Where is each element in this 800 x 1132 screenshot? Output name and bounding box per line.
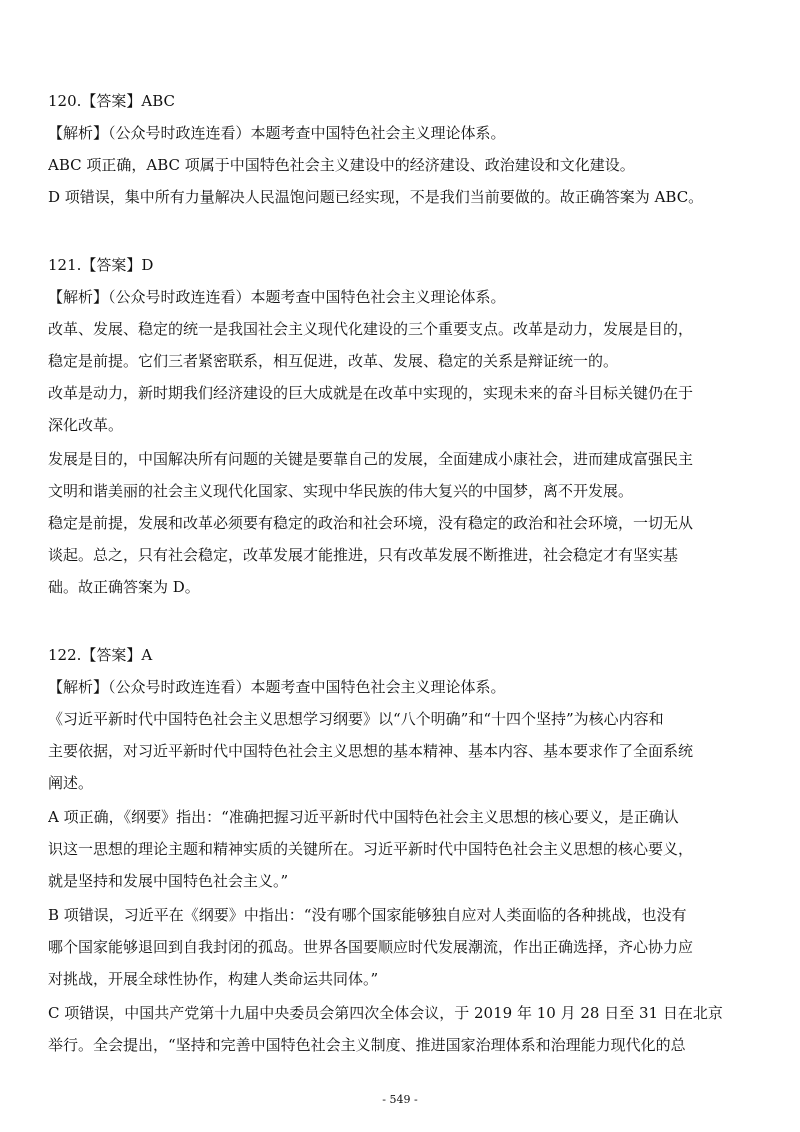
- paragraph-line: 【解析】（公众号时政连连看）本题考查中国特色社会主义理论体系。: [48, 288, 506, 306]
- paragraph-line: B 项错误，习近平在《纲要》中指出：“没有哪个国家能够独自应对人类面临的各种挑战，也没有: [48, 906, 687, 924]
- paragraph-line: 【解析】（公众号时政连连看）本题考查中国特色社会主义理论体系。: [48, 678, 506, 696]
- paragraph-line: 发展是目的，中国解决所有问题的关键是要靠自己的发展，全面建成小康社会，进而建成富强民主: [48, 450, 694, 468]
- paragraph-line: ABC 项正确，ABC 项属于中国特色社会主义建设中的经济建设、政治建设和文化建设。: [48, 156, 635, 174]
- paragraph-line: 主要依据，对习近平新时代中国特色社会主义思想的基本精神、基本内容、基本要求作了全面系统: [48, 742, 694, 760]
- paragraph-line: 改革是动力，新时期我们经济建设的巨大成就是在改革中实现的，实现未来的奋斗目标关键仍在于: [48, 384, 694, 402]
- paragraph-line: 举行。全会提出，“坚持和完善中国特色社会主义制度、推进国家治理体系和治理能力现代化的总: [48, 1036, 686, 1054]
- paragraph-line: 阐述。: [48, 774, 94, 792]
- paragraph-line: C 项错误，中国共产党第十九届中央委员会第四次全体会议，于 2019 年 10 月 28 日至 31 日在北京: [48, 1004, 723, 1022]
- paragraph-line: 谈起。总之，只有社会稳定，改革发展才能推进，只有改革发展不断推进，社会稳定才有坚实基: [48, 546, 679, 564]
- paragraph-line: D 项错误，集中所有力量解决人民温饱问题已经实现，不是我们当前要做的。故正确答案为 ABC。: [48, 188, 704, 206]
- paragraph-line: 识这一思想的理论主题和精神实质的关键所在。习近平新时代中国特色社会主义思想的核心要义，: [48, 840, 694, 858]
- paragraph-line: 【解析】（公众号时政连连看）本题考查中国特色社会主义理论体系。: [48, 124, 506, 142]
- paragraph-line: A 项正确，《纲要》指出：“准确把握习近平新时代中国特色社会主义思想的核心要义，是正确认: [48, 808, 679, 826]
- paragraph-line: 哪个国家能够退回到自我封闭的孤岛。世界各国要顺应时代发展潮流，作出正确选择，齐心协力应: [48, 938, 694, 956]
- paragraph-line: 础。故正确答案为 D。: [48, 578, 200, 596]
- paragraph-line: 改革、发展、稳定的统一是我国社会主义现代化建设的三个重要支点。改革是动力，发展是目的，: [48, 320, 694, 338]
- paragraph-line: 对挑战，开展全球性协作，构建人类命运共同体。”: [48, 970, 379, 988]
- paragraph-line: 就是坚持和发展中国特色社会主义。”: [48, 872, 289, 890]
- paragraph-line: 《习近平新时代中国特色社会主义思想学习纲要》以“八个明确”和“十四个坚持”为核心内容和: [48, 710, 664, 728]
- paragraph-line: 稳定是前提，发展和改革必须要有稳定的政治和社会环境，没有稳定的政治和社会环境，一切无从: [48, 514, 694, 532]
- paragraph-line: 文明和谐美丽的社会主义现代化国家、实现中华民族的伟大复兴的中国梦，离不开发展。: [48, 482, 634, 500]
- answer-heading-122: 122.【答案】A: [48, 646, 153, 664]
- paragraph-line: 深化改革。: [48, 416, 124, 434]
- answer-heading-121: 121.【答案】D: [48, 256, 154, 274]
- answer-heading-120: 120.【答案】ABC: [48, 92, 176, 110]
- paragraph-line: 稳定是前提。它们三者紧密联系，相互促进，改革、发展、稳定的关系是辩证统一的。: [48, 352, 619, 370]
- page-number: - 549 -: [382, 1093, 418, 1106]
